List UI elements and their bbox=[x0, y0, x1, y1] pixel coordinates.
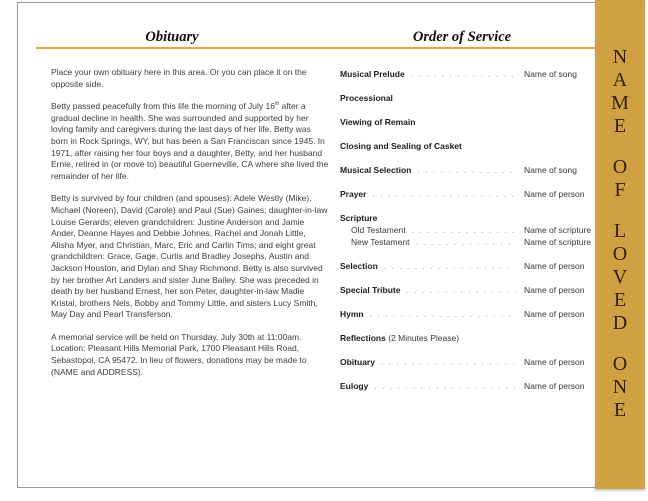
name-bar-letter: O bbox=[612, 243, 628, 265]
service-item bbox=[340, 225, 596, 236]
service-item-label: Eulogy bbox=[340, 381, 369, 391]
service-item-label: Scripture bbox=[340, 213, 378, 223]
service-item bbox=[340, 117, 596, 128]
dotted-leader bbox=[374, 381, 516, 392]
name-bar-letter: N bbox=[612, 376, 628, 398]
obituary-paragraph: Place your own obituary here in this area. Or you can place it on the opposite side. bbox=[51, 67, 307, 89]
service-item-label: Musical Selection bbox=[340, 165, 412, 175]
name-of-loved-one-banner bbox=[595, 0, 645, 489]
obituary-text-block bbox=[51, 67, 329, 389]
name-bar-letter: E bbox=[613, 115, 627, 137]
name-bar-letter: E bbox=[613, 399, 627, 421]
service-item-value: Name of person bbox=[524, 261, 585, 271]
name-bar-letter: L bbox=[613, 220, 627, 242]
service-item bbox=[340, 141, 596, 152]
name-bar-letter: D bbox=[612, 312, 628, 334]
service-item-value: Name of song bbox=[524, 165, 577, 175]
name-bar-letter: N bbox=[612, 46, 628, 68]
obituary-paragraph: Betty is survived by four children (and spouses): Adele Westly (Mike), Michael (Noreen), David (Carole) and Paul (Sue) Gaines; daughter-in-law Louise Gerards; eleven grandchildren: Justine Anderson and Jamie Ander, Deanne Hayes and Debbie Johnes, Rachel and Jonah Little, Alisha Myer, and Christian, Marc, Eric and Carlin Tims; and eight great grandchildren: Grace, Gage, Curtis and Bradley Josephs, Austin and Jackson Houston, and Dylan and Shay Richmond. Betty is also survived by her brother Art Landers and sister June Bailey. She was preceded in death by her husband Ernest, her son Peter, daughter-in-law Madie Kristal, brothers Nels, Bobby and Tommy Little, and sisters Lucy Smith, May Day and Pearl Transferson. bbox=[51, 193, 328, 320]
order-of-service-list bbox=[340, 69, 596, 405]
order-of-service-heading: Order of Service bbox=[412, 29, 512, 45]
service-item-value: Name of scripture bbox=[524, 225, 592, 235]
service-item bbox=[340, 165, 596, 176]
service-item bbox=[340, 69, 596, 80]
service-item-label: Special Tribute bbox=[340, 285, 401, 295]
service-item-value: Name of person bbox=[524, 189, 585, 199]
service-item-label: Hymn bbox=[340, 309, 364, 319]
service-item-value: Name of person bbox=[524, 357, 585, 367]
header-divider-rule bbox=[36, 47, 614, 49]
name-bar-letter: M bbox=[611, 92, 629, 114]
name-bar-letter: O bbox=[612, 156, 628, 178]
service-item bbox=[340, 333, 596, 344]
service-item-value: Name of person bbox=[524, 381, 585, 391]
dotted-leader bbox=[406, 285, 516, 296]
service-item-label: Viewing of Remain bbox=[340, 117, 416, 127]
name-bar-letter: E bbox=[613, 289, 627, 311]
dotted-leader bbox=[370, 309, 516, 320]
name-bar-letter: F bbox=[614, 179, 626, 201]
service-item-value: Name of person bbox=[524, 309, 585, 319]
service-item-value: Name of scripture bbox=[524, 237, 592, 247]
dotted-leader bbox=[384, 261, 516, 272]
service-item-group bbox=[340, 213, 596, 248]
dotted-leader bbox=[415, 237, 516, 248]
dotted-leader bbox=[381, 357, 516, 368]
service-item-label: Closing and Sealing of Casket bbox=[340, 141, 462, 151]
service-item bbox=[340, 213, 596, 224]
obituary-paragraph: Betty passed peacefully from this life the morning of July 16th after a gradual decline in health. She was surrounded and supported by her loving family and caregivers during the last days of her life. Betty was born in Rock Springs, WY, but has been a San Franciscan since 1945. In 1971, after raising her four boys and a daughter, Betty, and her husband Ernie, retired in (or move to) beautiful Guerneville, CA where she lived the remainder of her life. bbox=[51, 101, 329, 181]
dotted-leader bbox=[411, 69, 516, 80]
service-item-label: Obituary bbox=[340, 357, 375, 367]
service-item bbox=[340, 309, 596, 320]
dotted-leader bbox=[412, 225, 516, 236]
service-item bbox=[340, 237, 596, 248]
obituary-paragraph: A memorial service will be held on Thursday, July 30th at 11:00am. Location: Pleasant Hills Memorial Park, 1700 Pleasant Hills Road, Sebastopol, CA 95472. In lieu of flowers, donations may be made to (NAME and ADDRESS). bbox=[51, 331, 307, 377]
name-bar-letter: O bbox=[612, 353, 628, 375]
service-item-label: Processional bbox=[340, 93, 393, 103]
service-item bbox=[340, 285, 596, 296]
service-item-label: Selection bbox=[340, 261, 378, 271]
service-item-value: Name of person bbox=[524, 285, 585, 295]
service-item-note: (2 Minutes Please) bbox=[385, 333, 460, 343]
service-item-label: Old Testament bbox=[351, 225, 406, 235]
service-item-label: Musical Prelude bbox=[340, 69, 405, 79]
page-border bbox=[17, 2, 644, 488]
name-bar-letter: A bbox=[612, 69, 628, 91]
service-item-label: Reflections bbox=[340, 333, 386, 343]
dotted-leader bbox=[417, 165, 516, 176]
name-bar-letter: V bbox=[612, 266, 628, 288]
service-item bbox=[340, 189, 596, 200]
service-item bbox=[340, 93, 596, 104]
service-item bbox=[340, 261, 596, 272]
obituary-heading: Obituary bbox=[145, 29, 199, 45]
service-item-label: Prayer bbox=[340, 189, 367, 199]
service-item bbox=[340, 357, 596, 368]
dotted-leader bbox=[372, 189, 516, 200]
service-item bbox=[340, 381, 596, 392]
service-item-label: New Testament bbox=[351, 237, 410, 247]
service-item-value: Name of song bbox=[524, 69, 577, 79]
